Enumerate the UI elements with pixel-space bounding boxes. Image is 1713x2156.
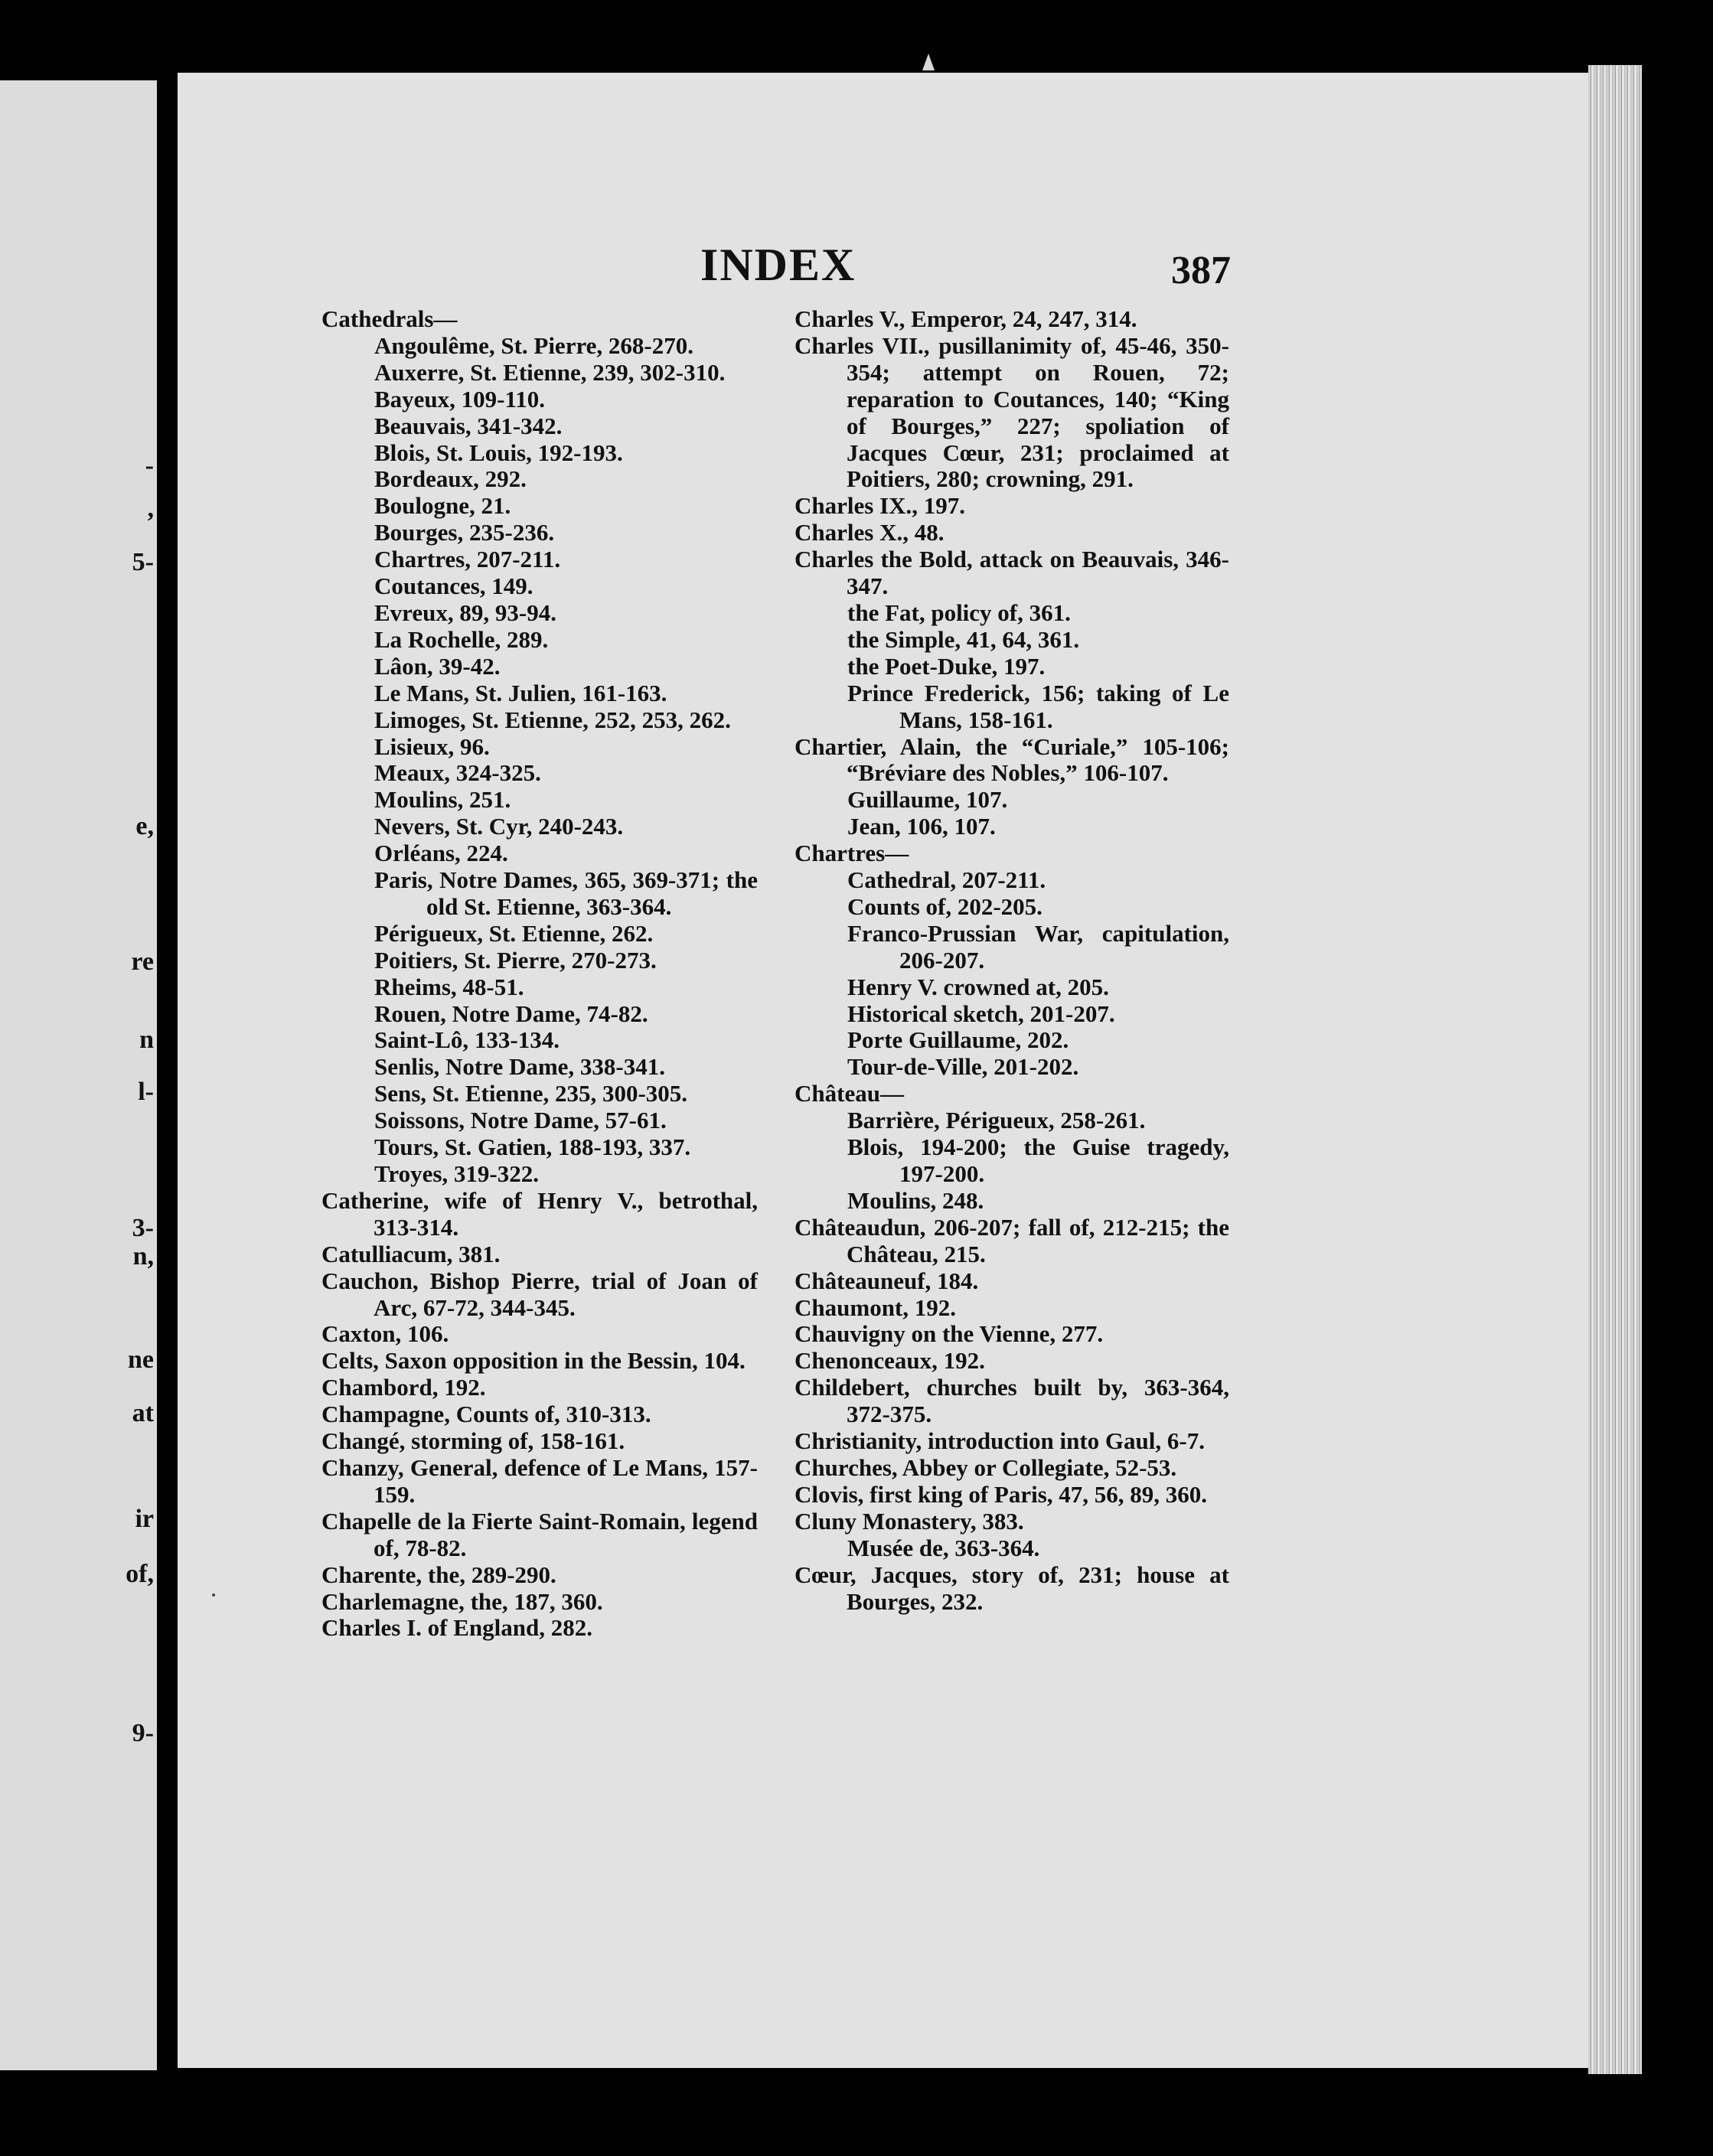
left-page-fragment: e,	[135, 812, 154, 840]
top-mark	[922, 54, 935, 70]
index-subentry: Le Mans, St. Julien, 161-163.	[374, 679, 667, 706]
index-subentry: Rheims, 48-51.	[374, 973, 524, 1000]
index-subentry: Lisieux, 96.	[374, 732, 490, 760]
index-entry: Chanzy, General, defence of Le Mans, 157-159.	[321, 1453, 758, 1508]
left-page-fragment: n,	[132, 1242, 154, 1270]
index-entry: Cauchon, Bishop Pierre, trial of Joan of Arc, 67-72, 344-345.	[321, 1267, 758, 1321]
page-edge	[1588, 65, 1642, 2074]
index-subentry: Porte Guillaume, 202.	[847, 1026, 1069, 1054]
index-subentry: Blois, 194-200; the Guise tragedy, 197-200.	[847, 1133, 1229, 1187]
speck	[212, 1593, 215, 1597]
index-subentry: Moulins, 248.	[847, 1186, 984, 1214]
index-subentry: Périgueux, St. Etienne, 262.	[374, 919, 654, 947]
page-number: 387	[1171, 249, 1231, 292]
index-entry: Chenonceaux, 192.	[795, 1347, 985, 1375]
index-entry: Charles IX., 197.	[795, 492, 966, 520]
index-subentry: Boulogne, 21.	[374, 492, 511, 520]
index-subentry: Troyes, 319-322.	[374, 1160, 539, 1187]
index-entry: Chartres—	[795, 840, 909, 867]
index-subentry: Soissons, Notre Dame, 57-61.	[374, 1107, 667, 1134]
index-subentry: Barrière, Périgueux, 258-261.	[847, 1107, 1146, 1134]
index-entry: Chambord, 192.	[321, 1374, 486, 1401]
index-entry: Chauvigny on the Vienne, 277.	[795, 1320, 1104, 1348]
page-title: INDEX	[700, 240, 856, 290]
index-subentry: Historical sketch, 201-207.	[847, 1000, 1115, 1027]
index-entry: Cluny Monastery, 383.	[795, 1507, 1024, 1535]
index-entry: Childebert, churches built by, 363-364, 372-375.	[795, 1374, 1229, 1428]
index-entry: Clovis, first king of Paris, 47, 56, 89, 360.	[795, 1480, 1208, 1508]
index-subentry: Chartres, 207-211.	[374, 546, 561, 573]
left-page-fragment: ne	[128, 1345, 154, 1374]
index-subentry: Tour-de-Ville, 201-202.	[847, 1053, 1079, 1081]
index-entry: Churches, Abbey or Collegiate, 52-53.	[795, 1453, 1177, 1481]
index-subentry: Lâon, 39-42.	[374, 652, 501, 680]
index-subentry: Evreux, 89, 93-94.	[374, 599, 556, 626]
index-subentry: Rouen, Notre Dame, 74-82.	[374, 1000, 648, 1027]
index-subentry: Jean, 106, 107.	[847, 813, 996, 840]
index-entry: Changé, storming of, 158-161.	[321, 1427, 625, 1455]
index-subentry: Henry V. crowned at, 205.	[847, 973, 1109, 1000]
index-entry: Chaumont, 192.	[795, 1293, 957, 1321]
index-subentry: Blois, St. Louis, 192-193.	[374, 439, 623, 466]
index-entry: Charles VII., pusillanimity of, 45-46, 350-354; attempt on Rouen, 72; reparation to Coutances, 140; “King of Bourges,” 227; spoliation of Jacques Cœur, 231; proclaimed at Poitiers, 280; crowning, 291.	[795, 331, 1229, 493]
index-subentry: Meaux, 324-325.	[374, 759, 541, 787]
index-subentry: Prince Frederick, 156; taking of Le Mans, 158-161.	[847, 679, 1229, 733]
index-column-right	[795, 306, 1229, 1615]
index-subentry: the Fat, policy of, 361.	[847, 599, 1071, 626]
index-subentry: Bordeaux, 292.	[374, 465, 527, 493]
index-subentry: Nevers, St. Cyr, 240-243.	[374, 813, 624, 840]
index-subentry: Coutances, 149.	[374, 572, 533, 600]
index-subentry: Moulins, 251.	[374, 786, 511, 814]
left-page-fragment: of,	[126, 1560, 154, 1588]
index-subentry: the Simple, 41, 64, 361.	[847, 625, 1080, 653]
index-entry: Charente, the, 289-290.	[321, 1561, 556, 1588]
left-page-fragment: -	[145, 452, 154, 480]
index-entry: Christianity, introduction into Gaul, 6-7.	[795, 1427, 1205, 1455]
index-subentry: Bayeux, 109-110.	[374, 385, 546, 413]
index-subentry: Angoulême, St. Pierre, 268-270.	[374, 331, 693, 359]
index-entry: Cœur, Jacques, story of, 231; house at Bourges, 232.	[795, 1561, 1229, 1615]
index-subentry: La Rochelle, 289.	[374, 625, 549, 653]
index-entry: Charles X., 48.	[795, 519, 945, 546]
index-entry: Château—	[795, 1080, 904, 1107]
index-subentry: Sens, St. Etienne, 235, 300-305.	[374, 1080, 688, 1107]
index-subentry: Saint-Lô, 133-134.	[374, 1026, 560, 1054]
index-subentry: Orléans, 224.	[374, 840, 508, 867]
index-subentry: Musée de, 363-364.	[847, 1534, 1040, 1561]
index-entry: Châteauneuf, 184.	[795, 1267, 979, 1294]
left-page-fragment: l-	[138, 1078, 154, 1106]
left-page-fragment: re	[131, 948, 154, 976]
index-subentry: Counts of, 202-205.	[847, 892, 1042, 920]
index-entry: Chapelle de la Fierte Saint-Romain, legend of, 78-82.	[321, 1507, 758, 1561]
index-entry: Charles the Bold, attack on Beauvais, 346-347.	[795, 546, 1229, 600]
left-page-fragment: 5-	[132, 548, 154, 576]
index-entry: Cathedrals—	[321, 305, 458, 332]
index-entry: Champagne, Counts of, 310-313.	[321, 1401, 651, 1428]
index-subentry: Bourges, 235-236.	[374, 519, 555, 546]
index-entry: Catherine, wife of Henry V., betrothal, 313-314.	[321, 1186, 758, 1241]
index-entry: Catulliacum, 381.	[321, 1240, 501, 1267]
index-subentry: Beauvais, 341-342.	[374, 412, 563, 439]
index-column-left	[321, 306, 758, 1642]
index-subentry: Limoges, St. Etienne, 252, 253, 262.	[374, 706, 731, 733]
index-subentry: Cathedral, 207-211.	[847, 866, 1046, 894]
left-page-fragment: n	[139, 1026, 154, 1054]
index-entry: Charles I. of England, 282.	[321, 1614, 592, 1642]
index-subentry: Paris, Notre Dames, 365, 369-371; the old St. Etienne, 363-364.	[374, 866, 758, 920]
index-subentry: Senlis, Notre Dame, 338-341.	[374, 1053, 665, 1081]
left-page-fragment: ir	[135, 1505, 154, 1533]
left-page	[0, 80, 157, 2070]
index-subentry: the Poet-Duke, 197.	[847, 652, 1046, 680]
index-entry: Charles V., Emperor, 24, 247, 314.	[795, 305, 1137, 332]
index-subentry: Tours, St. Gatien, 188-193, 337.	[374, 1133, 691, 1161]
index-entry: Celts, Saxon opposition in the Bessin, 104.	[321, 1347, 746, 1375]
left-page-fragment: ,	[147, 494, 154, 523]
index-entry: Caxton, 106.	[321, 1320, 449, 1348]
index-entry: Charlemagne, the, 187, 360.	[321, 1587, 603, 1615]
index-subentry: Guillaume, 107.	[847, 786, 1008, 814]
index-subentry: Auxerre, St. Etienne, 239, 302-310.	[374, 358, 726, 386]
index-entry: Chartier, Alain, the “Curiale,” 105-106; “Bréviare des Nobles,” 106-107.	[795, 732, 1229, 787]
index-subentry: Poitiers, St. Pierre, 270-273.	[374, 946, 657, 974]
left-page-fragment: 9-	[132, 1719, 154, 1747]
index-entry: Châteaudun, 206-207; fall of, 212-215; the Château, 215.	[795, 1213, 1229, 1267]
left-page-fragment: at	[132, 1399, 154, 1427]
left-page-fragment: 3-	[132, 1214, 154, 1242]
index-subentry: Franco-Prussian War, capitulation, 206-207.	[847, 919, 1229, 974]
